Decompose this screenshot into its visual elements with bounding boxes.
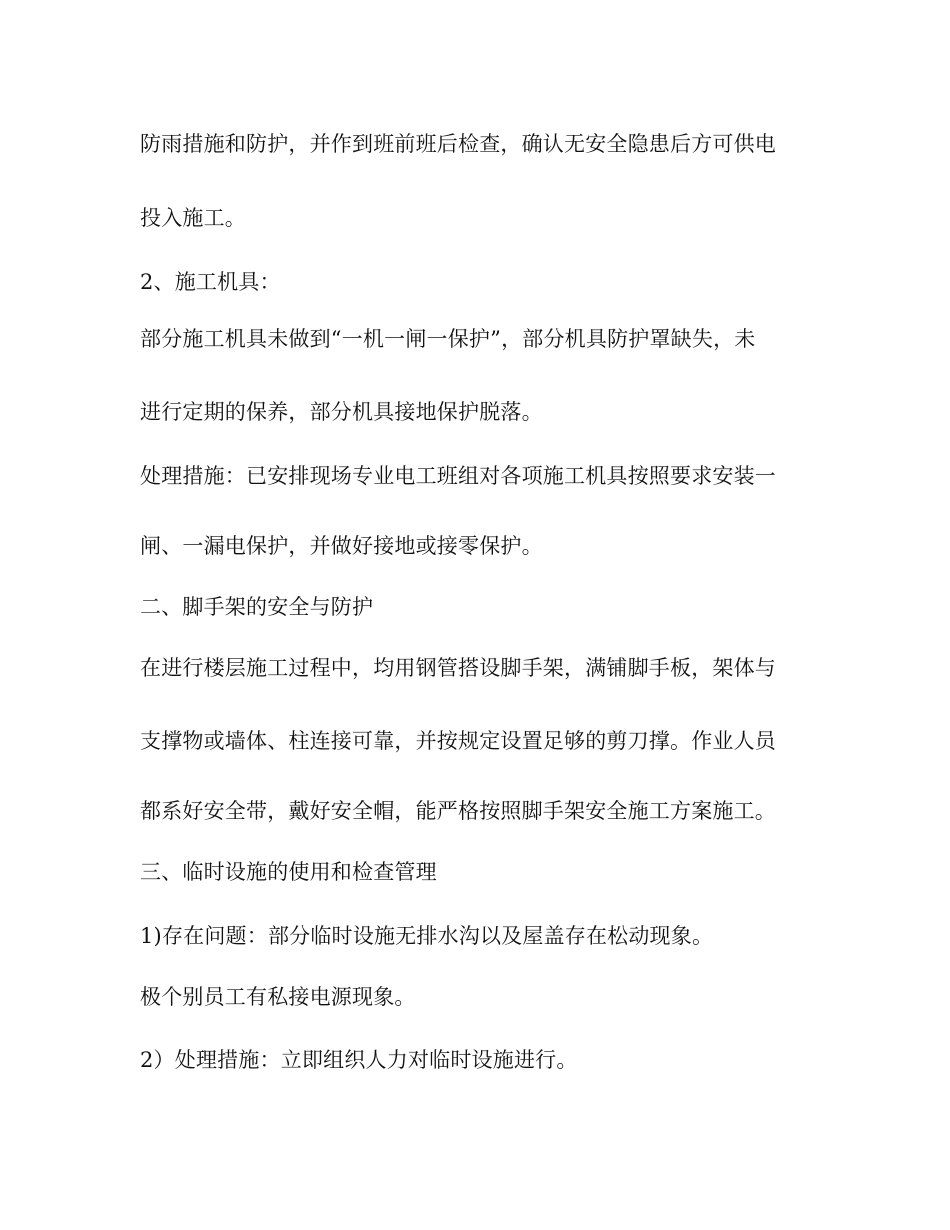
paragraph-line: 进行定期的保养，部分机具接地保护脱落。: [140, 400, 543, 424]
section-heading: 三、临时设施的使用和检查管理: [140, 860, 437, 884]
paragraph-line: 极个别员工有私接电源现象。: [140, 985, 416, 1009]
paragraph-line: 防雨措施和防护，并作到班前班后检查，确认无安全隐患后方可供电: [140, 132, 776, 156]
paragraph-line: 部分施工机具未做到“一机一闸一保护”，部分机具防护罩缺失，未: [140, 327, 756, 351]
paragraph-line: 闸、一漏电保护，并做好接地或接零保护。: [140, 534, 543, 558]
section-heading: 二、脚手架的安全与防护: [140, 595, 374, 619]
paragraph-line: 投入施工。: [140, 206, 246, 230]
section-heading: 2、施工机具：: [140, 270, 281, 294]
paragraph-line: 在进行楼层施工过程中，均用钢管搭设脚手架，满铺脚手板，架体与: [140, 656, 776, 680]
paragraph-line: 支撑物或墙体、柱连接可靠，并按规定设置足够的剪刀撑。作业人员: [140, 729, 776, 753]
paragraph-line: 处理措施：已安排现场专业电工班组对各项施工机具按照要求安装一: [140, 464, 776, 488]
paragraph-line: 都系好安全带，戴好安全帽，能严格按照脚手架安全施工方案施工。: [140, 799, 776, 823]
paragraph-line: 2）处理措施：立即组织人力对临时设施进行。: [140, 1048, 578, 1072]
paragraph-line: 1)存在问题：部分临时设施无排水沟以及屋盖存在松动现象。: [140, 924, 714, 948]
